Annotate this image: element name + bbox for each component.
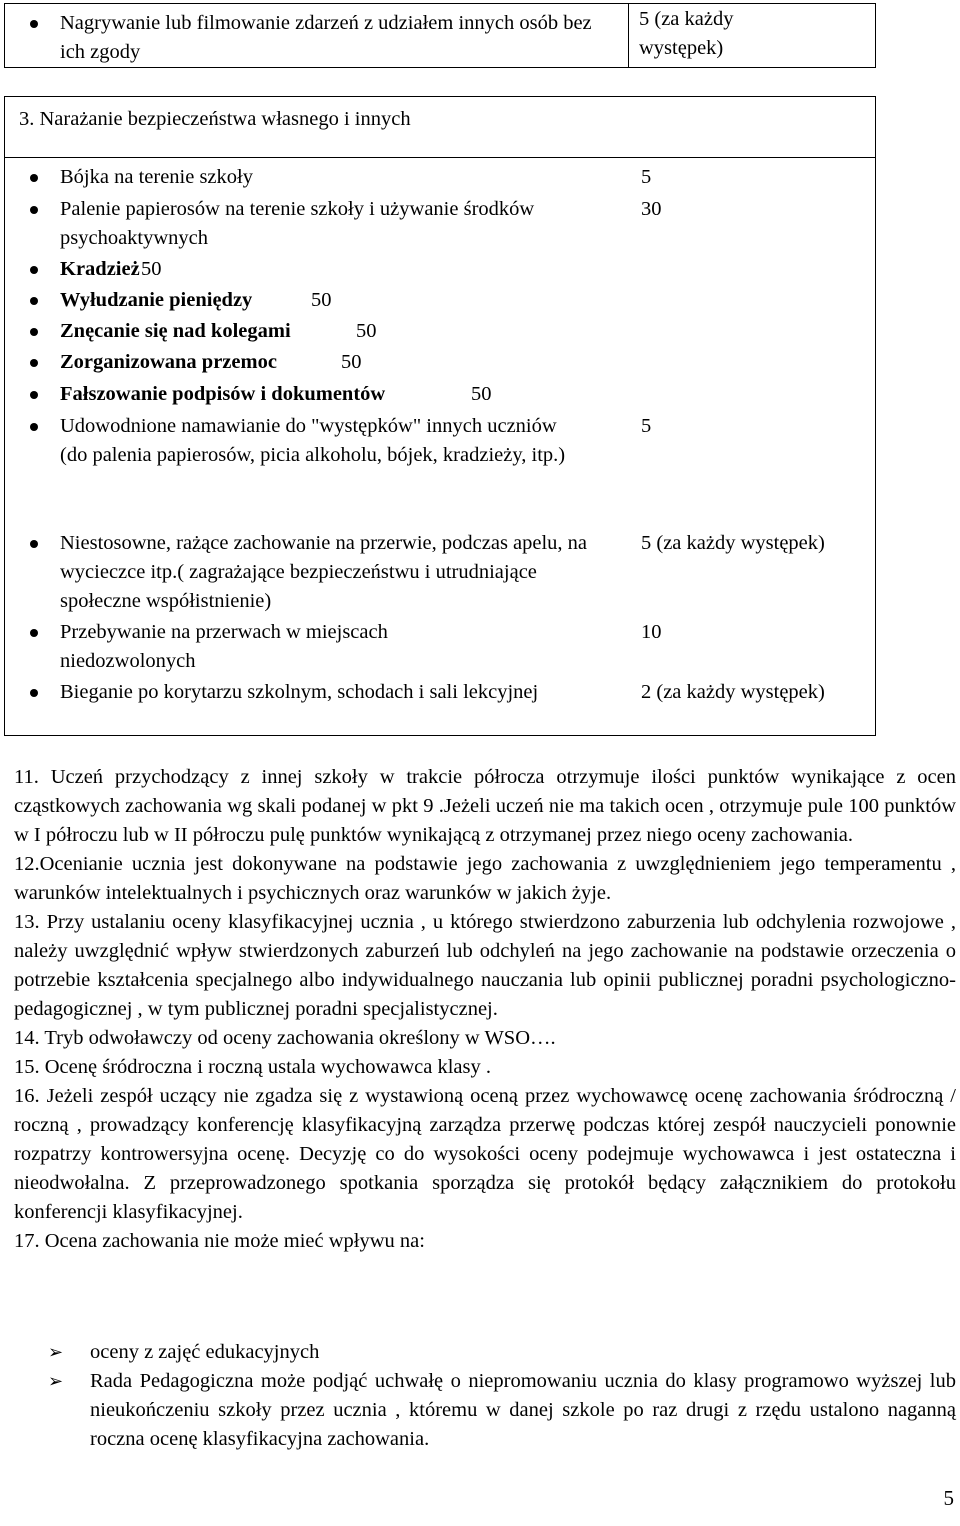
bullet-icon xyxy=(30,423,38,431)
item-label: Niestosowne, rażące zachowanie na przerwie, podczas apelu, na wycieczce itp.( zagrażające bezpieczeństwu i utrudniające społeczne współistnienie) xyxy=(60,532,588,612)
bullet-icon xyxy=(30,359,38,367)
column-divider xyxy=(628,4,629,67)
top-table xyxy=(4,3,876,68)
item-label: Palenie papierosów na terenie szkoły i używanie środków psychoaktywnych xyxy=(60,198,535,249)
paragraph-14: 14. Tryb odwoławczy od oceny zachowania określony w WSO…. xyxy=(14,1027,556,1049)
page-number: 5 xyxy=(943,1486,954,1510)
bullet-icon xyxy=(30,297,38,305)
item-points: 50 xyxy=(141,258,162,280)
paragraph-13: 13. Przy ustalaniu oceny klasyfikacyjnej ucznia , u którego stwierdzono zaburzenia lub odchylenia rozwojowe , należy uwzględnić wpływ stwierdzonych zaburzeń lub odchyleń na jego zachowanie na podstawie orzeczenia o potrzebie kształcenia specjalnego albo indywidualnego nauczania lub opinii publicznej poradni psychologiczno- pedagogicznej , w tym publicznej poradni specjalistycznej. xyxy=(14,911,956,1020)
item-points: 5 xyxy=(641,166,652,188)
heading-divider xyxy=(5,157,875,158)
section3-heading: 3. Narażanie bezpieczeństwa własnego i innych xyxy=(19,108,411,130)
item-points: 5 (za każdy występek) xyxy=(641,532,825,554)
item-label: Udowodnione namawianie do "występków" innych uczniów (do palenia papierosów, picia alkoholu, bójek, kradzieży, itp.) xyxy=(60,415,566,466)
body-text xyxy=(14,763,956,1256)
section3-table xyxy=(4,96,876,736)
item-points: 30 xyxy=(641,198,662,220)
bullet-icon xyxy=(30,328,38,336)
paragraph-17: 17. Ocena zachowania nie może mieć wpływu na: xyxy=(14,1230,425,1252)
item-label: Kradzież xyxy=(60,258,140,280)
bullet-icon xyxy=(30,540,38,548)
sublist-item-text: oceny z zajęć edukacyjnych xyxy=(90,1341,320,1363)
bullet-icon xyxy=(30,174,38,182)
item-points: 50 xyxy=(311,289,332,311)
item-points: 50 xyxy=(356,320,377,342)
item-points: 50 xyxy=(341,351,362,373)
bullet-icon xyxy=(30,391,38,399)
item-label: Bójka na terenie szkoły xyxy=(60,166,253,188)
item-label: Przebywanie na przerwach w miejscach niedozwolonych xyxy=(60,621,388,672)
item-points: 5 xyxy=(641,415,652,437)
arrow-bullet-icon: ➢ xyxy=(48,1371,64,1392)
paragraph-16: 16. Jeżeli zespół uczący nie zgadza się z wystawioną oceną przez wychowawcę ocenę zachowania śródroczną / roczną , prowadzący konferencję klasyfikacyjną zarządza przerwę podczas której zespół nauczycieli ponownie rozpatrzy kontrowersyjna ocenę. Decyzję co do wysokości oceny podejmuje wychowawca i jest ostateczna i nieodwołalna. Z przeprowadzonego spotkania sporządza się protokół będący załącznikiem do protokołu konferencji klasyfikacyjnej. xyxy=(14,1085,956,1223)
bullet-icon xyxy=(30,20,38,28)
top-item-label: Nagrywanie lub filmowanie zdarzeń z udziałem innych osób bez ich zgody xyxy=(60,12,592,63)
top-item-points: 5 (za każdy występek) xyxy=(639,8,734,59)
bullet-icon xyxy=(30,266,38,274)
paragraph-12: 12.Ocenianie ucznia jest dokonywane na podstawie jego zachowania z uwzględnieniem jego temperamentu , warunków intelektualnych i psychicznych oraz warunków w jakich żyje. xyxy=(14,853,956,904)
item-points: 2 (za każdy występek) xyxy=(641,681,825,703)
list-item xyxy=(50,1367,956,1457)
bullet-icon xyxy=(30,629,38,637)
item-points: 50 xyxy=(471,383,492,405)
list-item xyxy=(50,1338,956,1368)
sublist-item-text: Rada Pedagogiczna może podjąć uchwałę o niepromowaniu ucznia do klasy programowo wyższej lub nieukończeniu szkoły przez ucznia , któremu w danej szkole po raz drugi z rzędu ustalono naganną roczna ocenę klasyfikacyjna zachowania. xyxy=(90,1370,956,1450)
item-label: Wyłudzanie pieniędzy xyxy=(60,289,253,311)
item-label: Bieganie po korytarzu szkolnym, schodach i sali lekcyjnej xyxy=(60,681,539,703)
bullet-icon xyxy=(30,689,38,697)
item-label: Zorganizowana przemoc xyxy=(60,351,277,373)
item-label: Fałszowanie podpisów i dokumentów xyxy=(60,383,386,405)
paragraph-15: 15. Ocenę śródroczna i roczną ustala wychowawca klasy . xyxy=(14,1056,491,1078)
paragraph-11: 11. Uczeń przychodzący z innej szkoły w trakcie półrocza otrzymuje ilości punktów wynikające z ocen cząstkowych zachowania wg skali podanej w pkt 9 .Jeżeli uczeń nie ma takich ocen , otrzymuje pule 100 punktów w I półroczu lub w II półroczu pulę punktów wynikającą z otrzymanej przez niego oceny zachowania. xyxy=(14,766,956,846)
item-label: Znęcanie się nad kolegami xyxy=(60,320,291,342)
item-points: 10 xyxy=(641,621,662,643)
bullet-icon xyxy=(30,206,38,214)
arrow-bullet-icon: ➢ xyxy=(48,1342,64,1363)
